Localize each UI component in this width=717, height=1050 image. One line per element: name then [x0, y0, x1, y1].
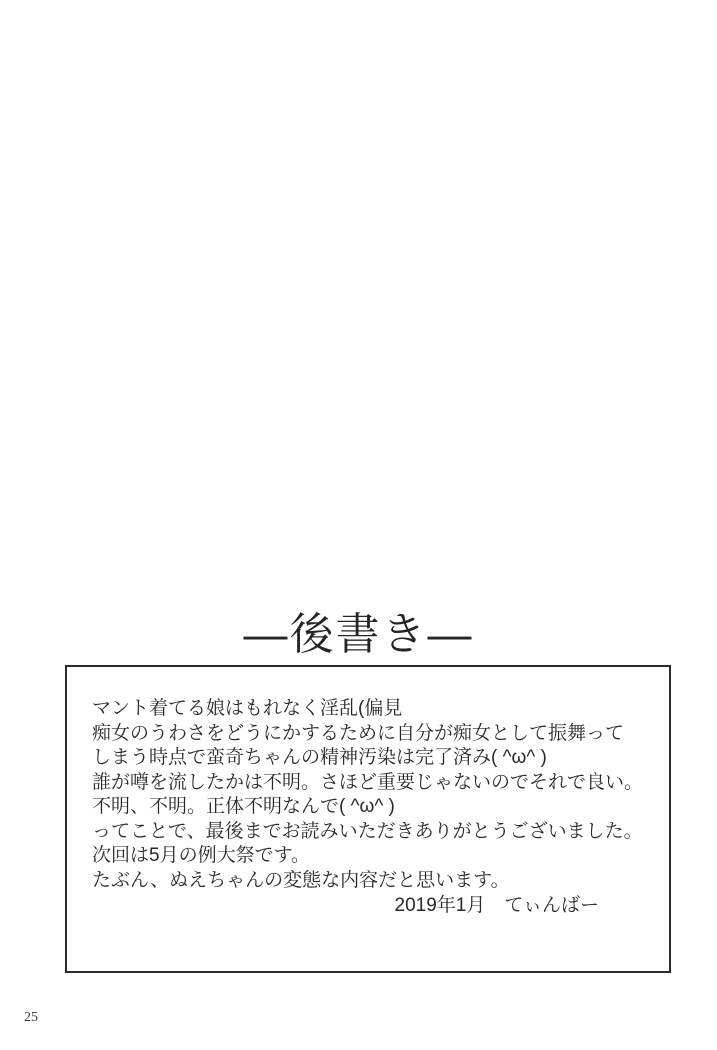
afterword-title: —後書き—: [243, 610, 474, 659]
afterword-line: ってことで、最後までお読みいただきありがとうございました。: [92, 820, 643, 842]
afterword-signature: 2019年1月 てぃんばー: [394, 895, 599, 916]
afterword-box: [65, 665, 671, 973]
afterword-line: マント着てる娘はもれなく淫乱(偏見: [92, 698, 403, 719]
afterword-line: 不明、不明。正体不明なんで( ^ω^ ): [92, 796, 395, 817]
afterword-line: たぶん、ぬえちゃんの変態な内容だと思います。: [92, 869, 510, 891]
page-number: 25: [24, 1010, 38, 1025]
afterword-line: 次回は5月の例大祭です。: [92, 845, 311, 866]
afterword-paragraph-2: [92, 722, 651, 820]
afterword-line: しまう時点で蛮奇ちゃんの精神汚染は完了済み( ^ω^ ): [92, 747, 547, 768]
afterword-paragraph-3: [92, 820, 651, 894]
afterword-paragraph-1: [92, 697, 651, 722]
afterword-line: 痴女のうわさをどうにかするために自分が痴女として振舞って: [92, 722, 625, 744]
afterword-line: 誰が噂を流したかは不明。さほど重要じゃないのでそれで良い。: [92, 771, 644, 793]
